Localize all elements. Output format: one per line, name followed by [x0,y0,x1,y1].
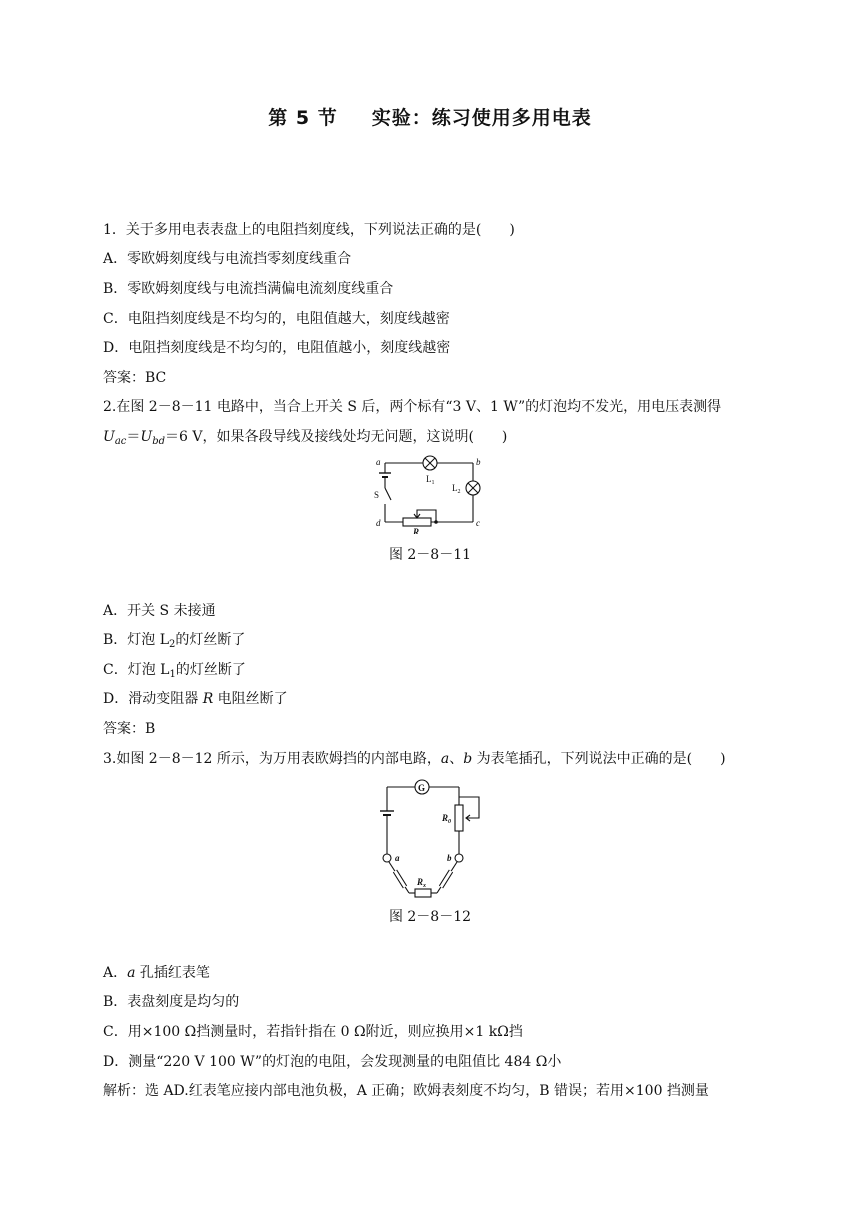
q2-stem-line1: 2.在图 2－8－11 电路中，当合上开关 S 后，两个标有“3 V、1 W”的灯泡均不发光，用电压表测得 [103,399,722,415]
q3-stem: 3.如图 2－8－12 所示，为万用表欧姆挡的内部电路，a、b 为表笔插孔，下列说法中正确的是( ) [103,751,726,767]
q1-stem: 1．关于多用电表表盘上的电阻挡刻度线，下列说法正确的是( ) [103,222,515,238]
q1-option-a: A．零欧姆刻度线与电流挡零刻度线重合 [103,251,352,267]
galvanometer-label: G [418,783,426,793]
page-title [0,103,860,130]
rheostat-icon [403,518,431,526]
q2-option-d: D．滑动变阻器 R 电阻丝断了 [103,691,288,707]
q2-option-c: C．灯泡 $L_1$的灯丝断了 [103,662,246,680]
node-b-label: b [476,457,481,467]
switch-icon [385,488,391,500]
figure-caption-2-8-12: 图 2－8－12 [388,909,472,925]
terminal-b-label: b [447,853,452,863]
lamp-l2-label: $L_2$ [452,483,461,495]
section-topic: 实验：练习使用多用电表 [371,107,592,129]
q2-option-b: B．灯泡 $L_2$的灯丝断了 [103,632,246,650]
q1-option-c: C．电阻挡刻度线是不均匀的，电阻值越大，刻度线越密 [103,311,450,327]
q3-option-d: D．测量“220 V 100 W”的灯泡的电阻，会发现测量的电阻值比 484 Ω小 [103,1054,562,1070]
figure-caption-2-8-11: 图 2－8－11 [388,547,472,563]
resistor-r0-label: $R_0$ [442,813,452,825]
circuit-diagram-2-8-11 [370,454,490,534]
rheostat-label: R [413,527,420,534]
node-d-label: d [376,518,381,528]
resistor-r0-icon [455,805,463,831]
terminal-a-icon [383,854,391,862]
switch-label: S [374,490,380,500]
node-a-label: a [376,457,381,467]
q3-option-c: C．用×100 Ω挡测量时，若指针指在 0 Ω附近，则应换用×1 kΩ挡 [103,1024,523,1040]
terminal-b-icon [455,854,463,862]
node-c-label: c [476,518,480,528]
q2-option-a: A．开关 S 未接通 [103,603,216,619]
ohmmeter-circuit-diagram-2-8-12 [375,777,495,902]
q1-option-d: D．电阻挡刻度线是不均匀的，电阻值越小，刻度线越密 [103,340,451,356]
q2-stem-line2: $U_{ac}=U_{bd}=6$ V，如果各段导线及接线处均无问题，这说明( ) [103,429,508,447]
q3-analysis: 解析：选 AD.红表笔应接内部电池负极，A 正确；欧姆表刻度不均匀，B 错误；若用×100 挡测量 [103,1083,709,1099]
lamp-l1-label: $L_1$ [426,474,435,486]
terminal-a-label: a [395,853,400,863]
q3-option-b: B．表盘刻度是均匀的 [103,994,240,1010]
section-number: 第 5 节 [268,107,338,129]
q3-option-a: A．a 孔插红表笔 [103,965,210,981]
q2-answer: 答案：B [103,721,156,737]
resistor-rx-icon [415,889,431,897]
q1-option-b: B．零欧姆刻度线与电流挡满偏电流刻度线重合 [103,281,394,297]
q1-answer: 答案：BC [103,370,167,386]
resistor-rx-label: $R_x$ [417,877,427,889]
